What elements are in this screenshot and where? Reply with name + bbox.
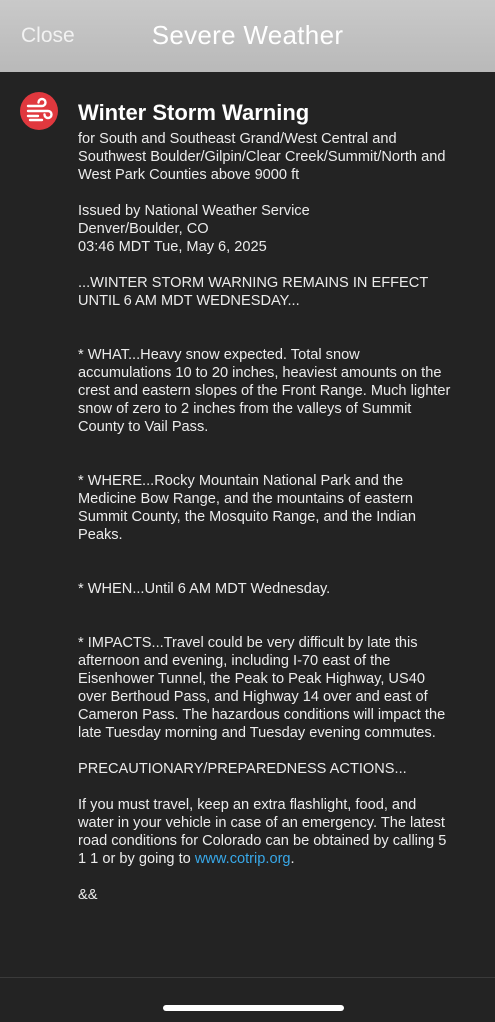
page-title: Severe Weather (151, 20, 344, 50)
home-indicator[interactable] (163, 1005, 344, 1011)
what-section: * WHAT...Heavy snow expected. Total snow accumulations 10 to 20 inches, heaviest amounts on the crest and eastern slopes of the Front Range. Much lighter snow of zero to 2 inches from the valleys of Summit County to Vail Pass. (78, 347, 451, 435)
wind-icon (20, 92, 58, 130)
precautionary-text (78, 796, 483, 868)
precautionary-heading: PRECAUTIONARY/PREPAREDNESS ACTIONS... (78, 761, 407, 777)
alert-headline: ...WINTER STORM WARNING REMAINS IN EFFECT UNTIL 6 AM MDT WEDNESDAY... (78, 275, 429, 309)
precautionary-body: If you must travel, keep an extra flashlight, food, and water in your vehicle in case of an emergency. The latest road conditions for Colorado can be obtained by calling 5 1 1 or by going to (78, 797, 447, 867)
alert-body (78, 130, 483, 904)
header-bar (0, 0, 495, 72)
impacts-section: * IMPACTS...Travel could be very difficult by late this afternoon and evening, including I-70 east of the Eisenhower Tunnel, the Peak to Peak Highway, US40 over Berthoud Pass, and Highway 14 over and east of Cameron Pass. The hazardous conditions will impact the late Tuesday morning and Tuesday evening commutes. (78, 635, 446, 741)
alert-ending: && (78, 887, 98, 903)
when-section: * WHEN...Until 6 AM MDT Wednesday. (78, 581, 331, 597)
where-section: * WHERE...Rocky Mountain National Park and the Medicine Bow Range, and the mountains of eastern Summit County, the Mosquito Range, and the Indian Peaks. (78, 473, 417, 543)
close-button[interactable]: Close (21, 24, 75, 47)
link-suffix: . (290, 851, 295, 867)
issued-info: Issued by National Weather Service Denver/Boulder, CO 03:46 MDT Tue, May 6, 2025 (78, 203, 310, 255)
alert-title: Winter Storm Warning (78, 100, 310, 125)
bottom-divider (0, 977, 495, 978)
cotrip-link[interactable]: www.cotrip.org (194, 851, 291, 867)
alert-area: for South and Southeast Grand/West Central and Southwest Boulder/Gilpin/Clear Creek/Summit/North and West Park Counties above 9000 ft (78, 131, 446, 183)
